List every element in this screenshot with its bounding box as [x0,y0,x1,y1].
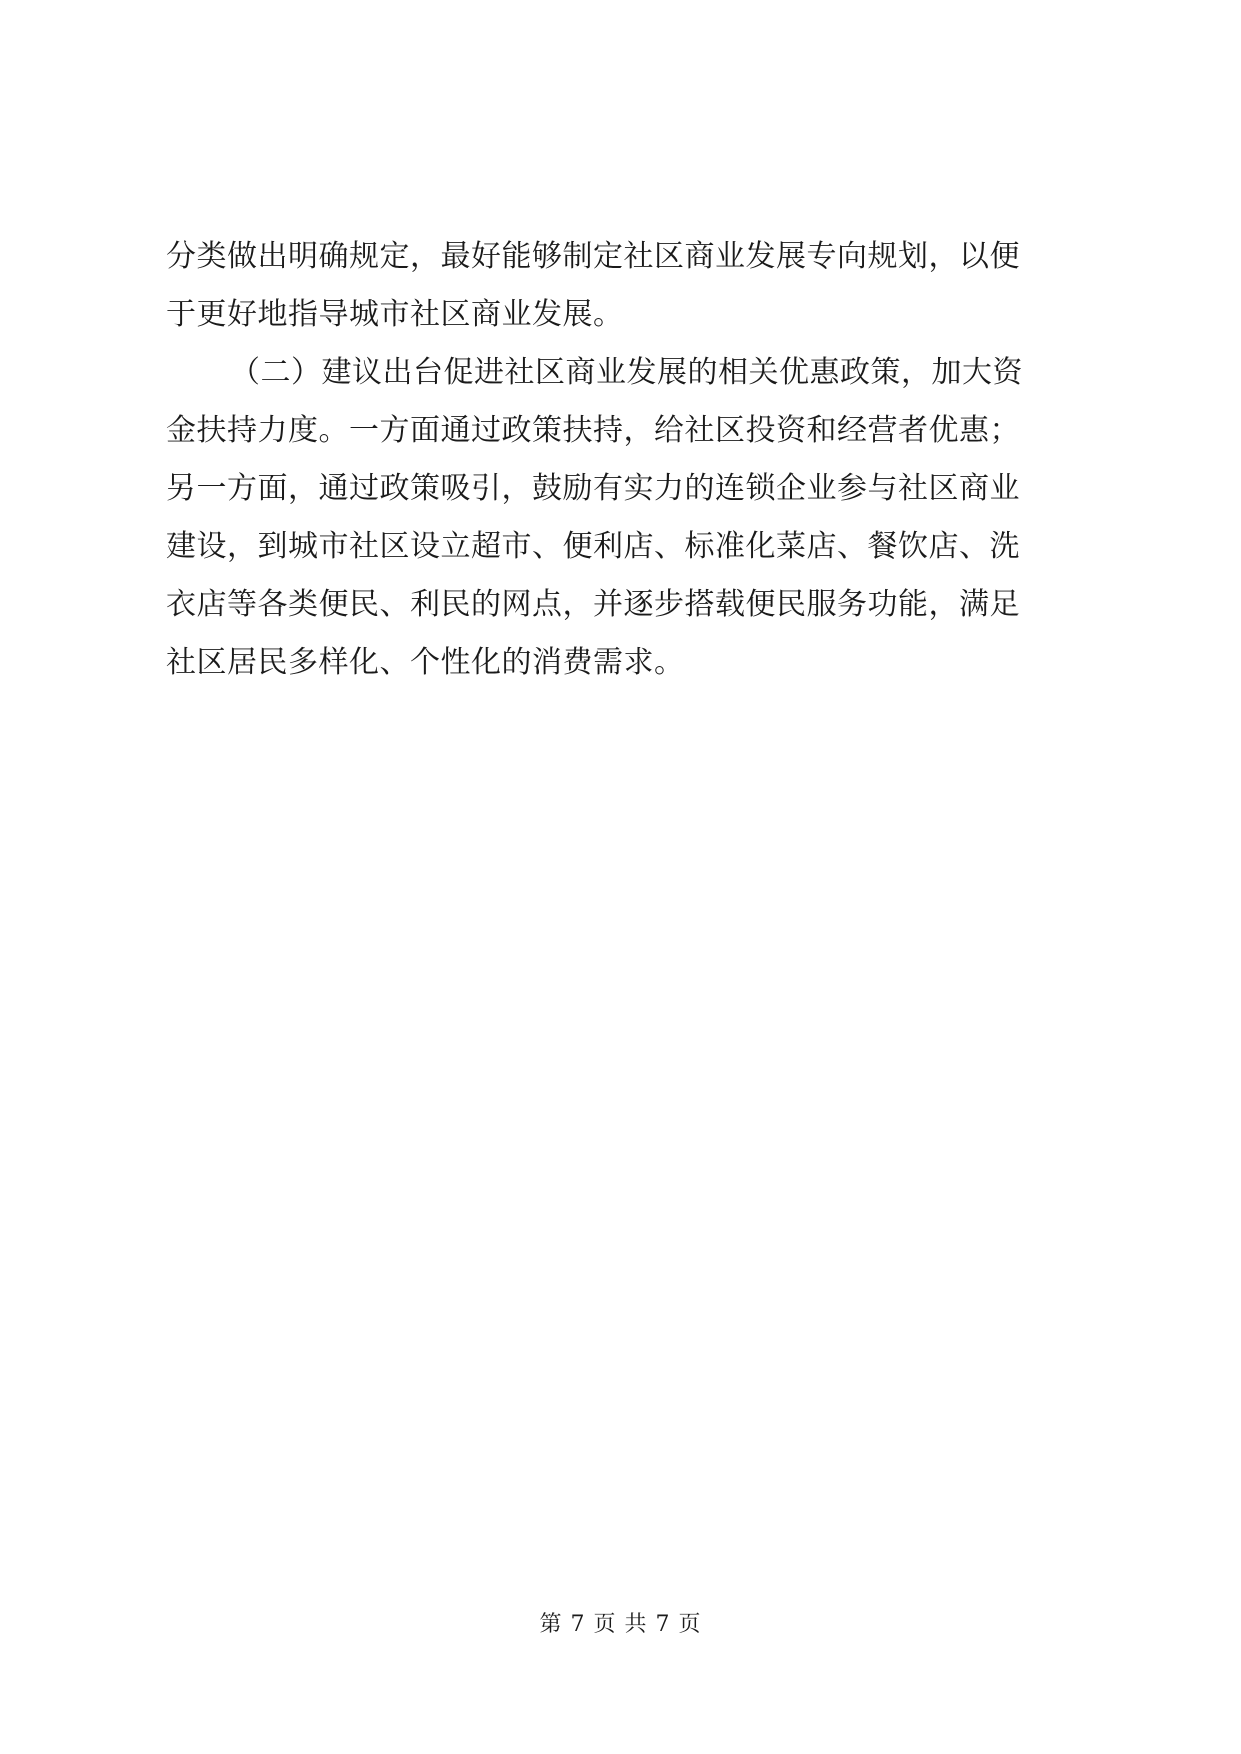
paragraph-start-line: （二）建议出台促进社区商业发展的相关优惠政策，加大资 [230,355,1023,390]
text-line: 于更好地指导城市社区商业发展。 [166,297,624,332]
page-number-footer: 第 7 页 共 7 页 [539,1612,702,1637]
text-line: 分类做出明确规定，最好能够制定社区商业发展专向规划，以便 [166,239,1020,274]
text-line: 另一方面，通过政策吸引，鼓励有实力的连锁企业参与社区商业 [166,471,1020,506]
body-text [166,228,1078,692]
text-line: 建设，到城市社区设立超市、便利店、标准化菜店、餐饮店、洗 [166,529,1020,564]
text-line: 社区居民多样化、个性化的消费需求。 [166,645,685,680]
text-line: 衣店等各类便民、利民的网点，并逐步搭载便民服务功能，满足 [166,587,1020,622]
text-line: 金扶持力度。一方面通过政策扶持，给社区投资和经营者优惠； [166,413,1020,448]
